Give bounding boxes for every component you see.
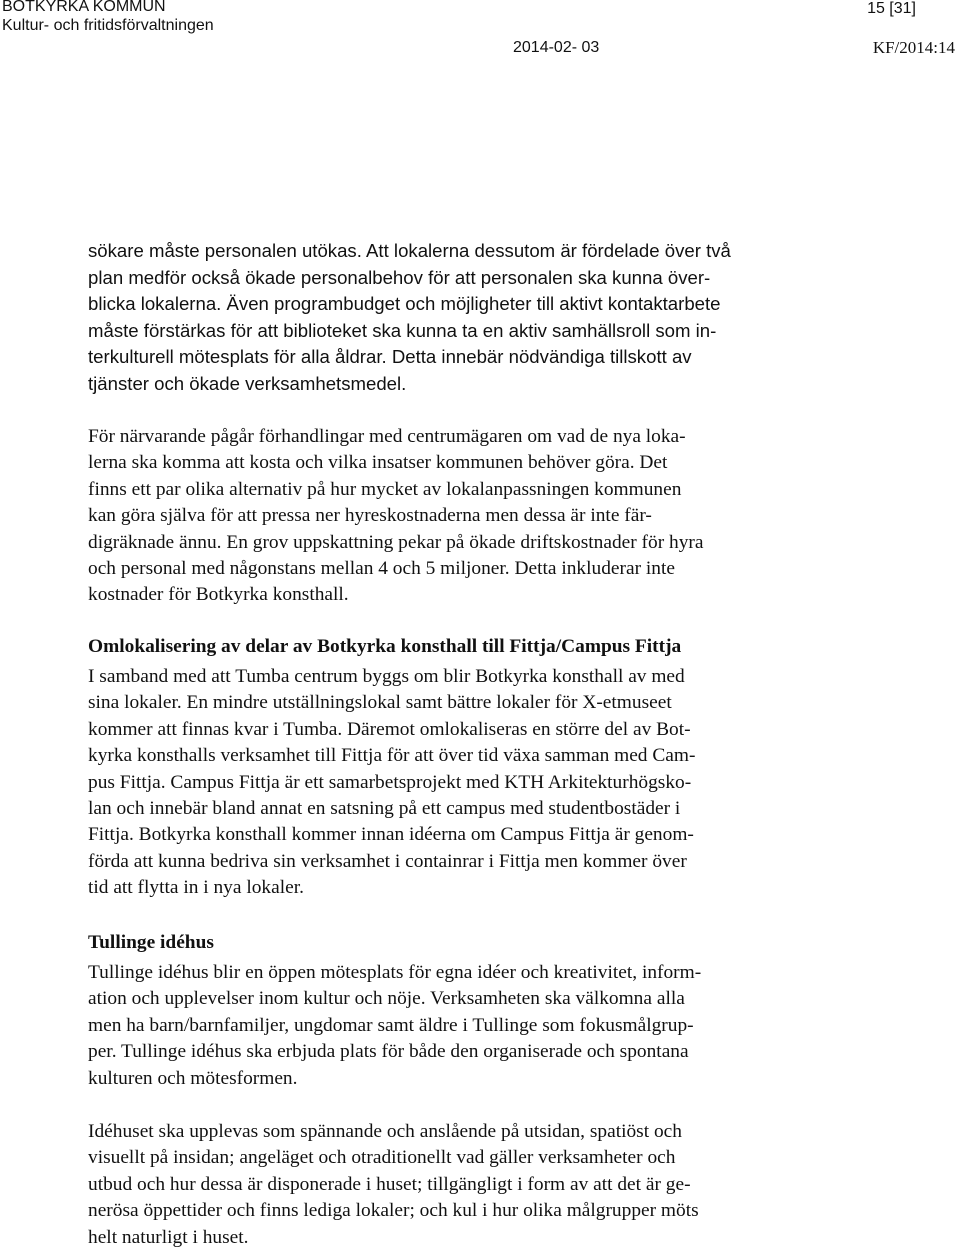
organization-name: BOTKYRKA KOMMUN bbox=[2, 0, 166, 15]
paragraph-ideahouse-experience: Idéhuset ska upplevas som spännande och anslående på utsidan, spatiöst och visuellt på insidan; angeläget och otraditionellt vad gäller verksamheter och utbud och hur dessa är disponerade i huset; tillgängligt i form av att det är ge- nerösa öppettider och finns lediga lokaler; och kul i hur olika målgrupper möts helt naturligt i huset. bbox=[88, 1121, 699, 1248]
paragraph-rent-negotiations: För närvarande pågår förhandlingar med centrumägaren om vad de nya loka- lerna ska komma att kosta och vilka insatser kommunen behöver göra. Det finns ett par olika alternativ på hur mycket av lokalanpassningen kommunen kan göra själva för att pressa ner hyreskostnaderna men dessa är inte fär- digräknade ännu. En grov uppskattning pekar på ökade driftskostnader för hyra och personal med någonstans mellan 4 och 5 miljoner. Detta inkluderar inte kostnader för Botkyrka konsthall. bbox=[88, 426, 704, 606]
paragraph-library-staffing: sökare måste personalen utökas. Att lokalerna dessutom är fördelade över två plan medför också ökade personalbehov för att personalen ska kunna över- blicka lokalerna. Även programbudget och möjligheter till aktivt kontaktarbete måste förstärkas för att biblioteket ska kunna ta en aktiv samhällsroll som in- terkulturell mötesplats för alla åldrar. Detta innebär nödvändiga tillskott av tjänster och ökade verksamhetsmedel. bbox=[88, 240, 731, 394]
section-heading-konsthall: Omlokalisering av delar av Botkyrka konsthall till Fittja/Campus Fittja bbox=[88, 636, 682, 657]
page-number: 15 [31] bbox=[867, 0, 916, 17]
paragraph-tullinge-meeting-place: Tullinge idéhus blir en öppen mötesplats för egna idéer och kreativitet, inform- ation och upplevelser inom kultur och nöje. Verksamheten ska välkomna alla men ha barn/barnfamiljer, ungdomar samt äldre i Tullinge som fokusmålgrup- per. Tullinge idéhus ska erbjuda plats för både den organiserade och spontana kulturen och mötesformen. bbox=[88, 962, 702, 1089]
paragraph-konsthall-relocation: I samband med att Tumba centrum byggs om blir Botkyrka konsthall av med sina lokaler. En mindre utställningslokal samt bättre lokaler för X-etmuseet kommer att finnas kvar i Tumba. Däremot omlokaliseras en större del av Bot- kyrka konsthalls verksamhet till Fittja för att över tid växa samman med Cam- pus Fittja. Campus Fittja är ett samarbetsprojekt med KTH Arkitekturhögsko- lan och innebär bland annat en satsning på ett campus med studentbostäder i Fittja. Botkyrka konsthall kommer innan idéerna om Campus Fittja är genom- förda att kunna bedriva sin verksamhet i containrar i Fittja men kommer över tid att flytta in i nya lokaler. bbox=[88, 666, 696, 899]
document-date: 2014-02- 03 bbox=[513, 39, 600, 56]
document-reference: KF/2014:14 bbox=[872, 38, 955, 57]
department-name: Kultur- och fritidsförvaltningen bbox=[2, 17, 214, 34]
section-heading-tullinge: Tullinge idéhus bbox=[88, 932, 214, 953]
